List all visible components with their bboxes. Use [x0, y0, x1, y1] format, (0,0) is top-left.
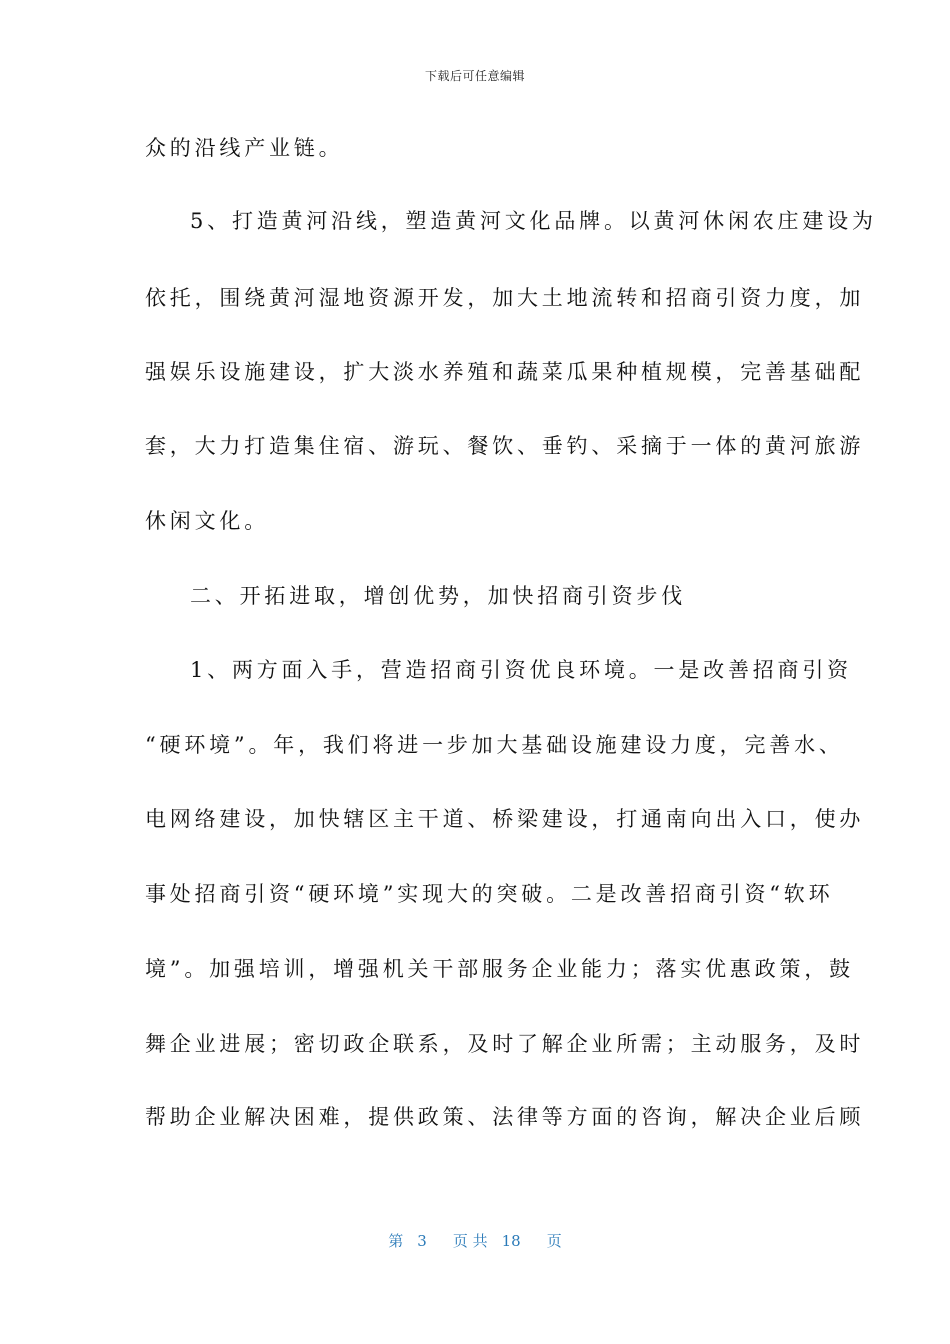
- body-line: 境”。加强培训，增强机关干部服务企业能力；落实优惠政策，鼓: [145, 957, 854, 981]
- header-note: 下载后可任意编辑: [424, 69, 525, 83]
- footer-suffix: 页: [546, 1232, 562, 1250]
- body-line: 1、两方面入手，营造招商引资优良环境。一是改善招商引资: [190, 658, 852, 682]
- page-footer: [0, 1230, 950, 1251]
- body-line: 事处招商引资“硬环境”实现大的突破。二是改善招商引资“软环: [145, 882, 834, 906]
- body-line: 依托，围绕黄河湿地资源开发，加大土地流转和招商引资力度，加: [145, 286, 865, 310]
- body-line: 5、打造黄河沿线，塑造黄河文化品牌。以黄河休闲农庄建设为: [190, 209, 877, 233]
- body-line: 舞企业进展；密切政企联系，及时了解企业所需；主动服务，及时: [145, 1032, 865, 1056]
- footer-total-pages: 18: [501, 1232, 521, 1250]
- body-line: “硬环境”。年，我们将进一步加大基础设施建设力度，完善水、: [145, 733, 844, 757]
- footer-prefix: 第: [388, 1232, 404, 1250]
- body-line: 强娱乐设施建设，扩大淡水养殖和蔬菜瓜果种植规模，完善基础配: [145, 360, 865, 384]
- footer-current-page: 3: [417, 1232, 427, 1250]
- body-line: 帮助企业解决困难，提供政策、法律等方面的咨询，解决企业后顾: [145, 1105, 865, 1129]
- body-line: 套，大力打造集住宿、游玩、餐饮、垂钓、采摘于一体的黄河旅游: [145, 434, 865, 458]
- footer-middle: 页 共: [452, 1232, 488, 1250]
- section-heading: 二、开拓进取，增创优势，加快招商引资步伐: [190, 584, 686, 608]
- body-line: 众的沿线产业链。: [145, 136, 344, 160]
- body-line: 休闲文化。: [145, 509, 269, 533]
- body-line: 电网络建设，加快辖区主干道、桥梁建设，打通南向出入口，使办: [145, 807, 865, 831]
